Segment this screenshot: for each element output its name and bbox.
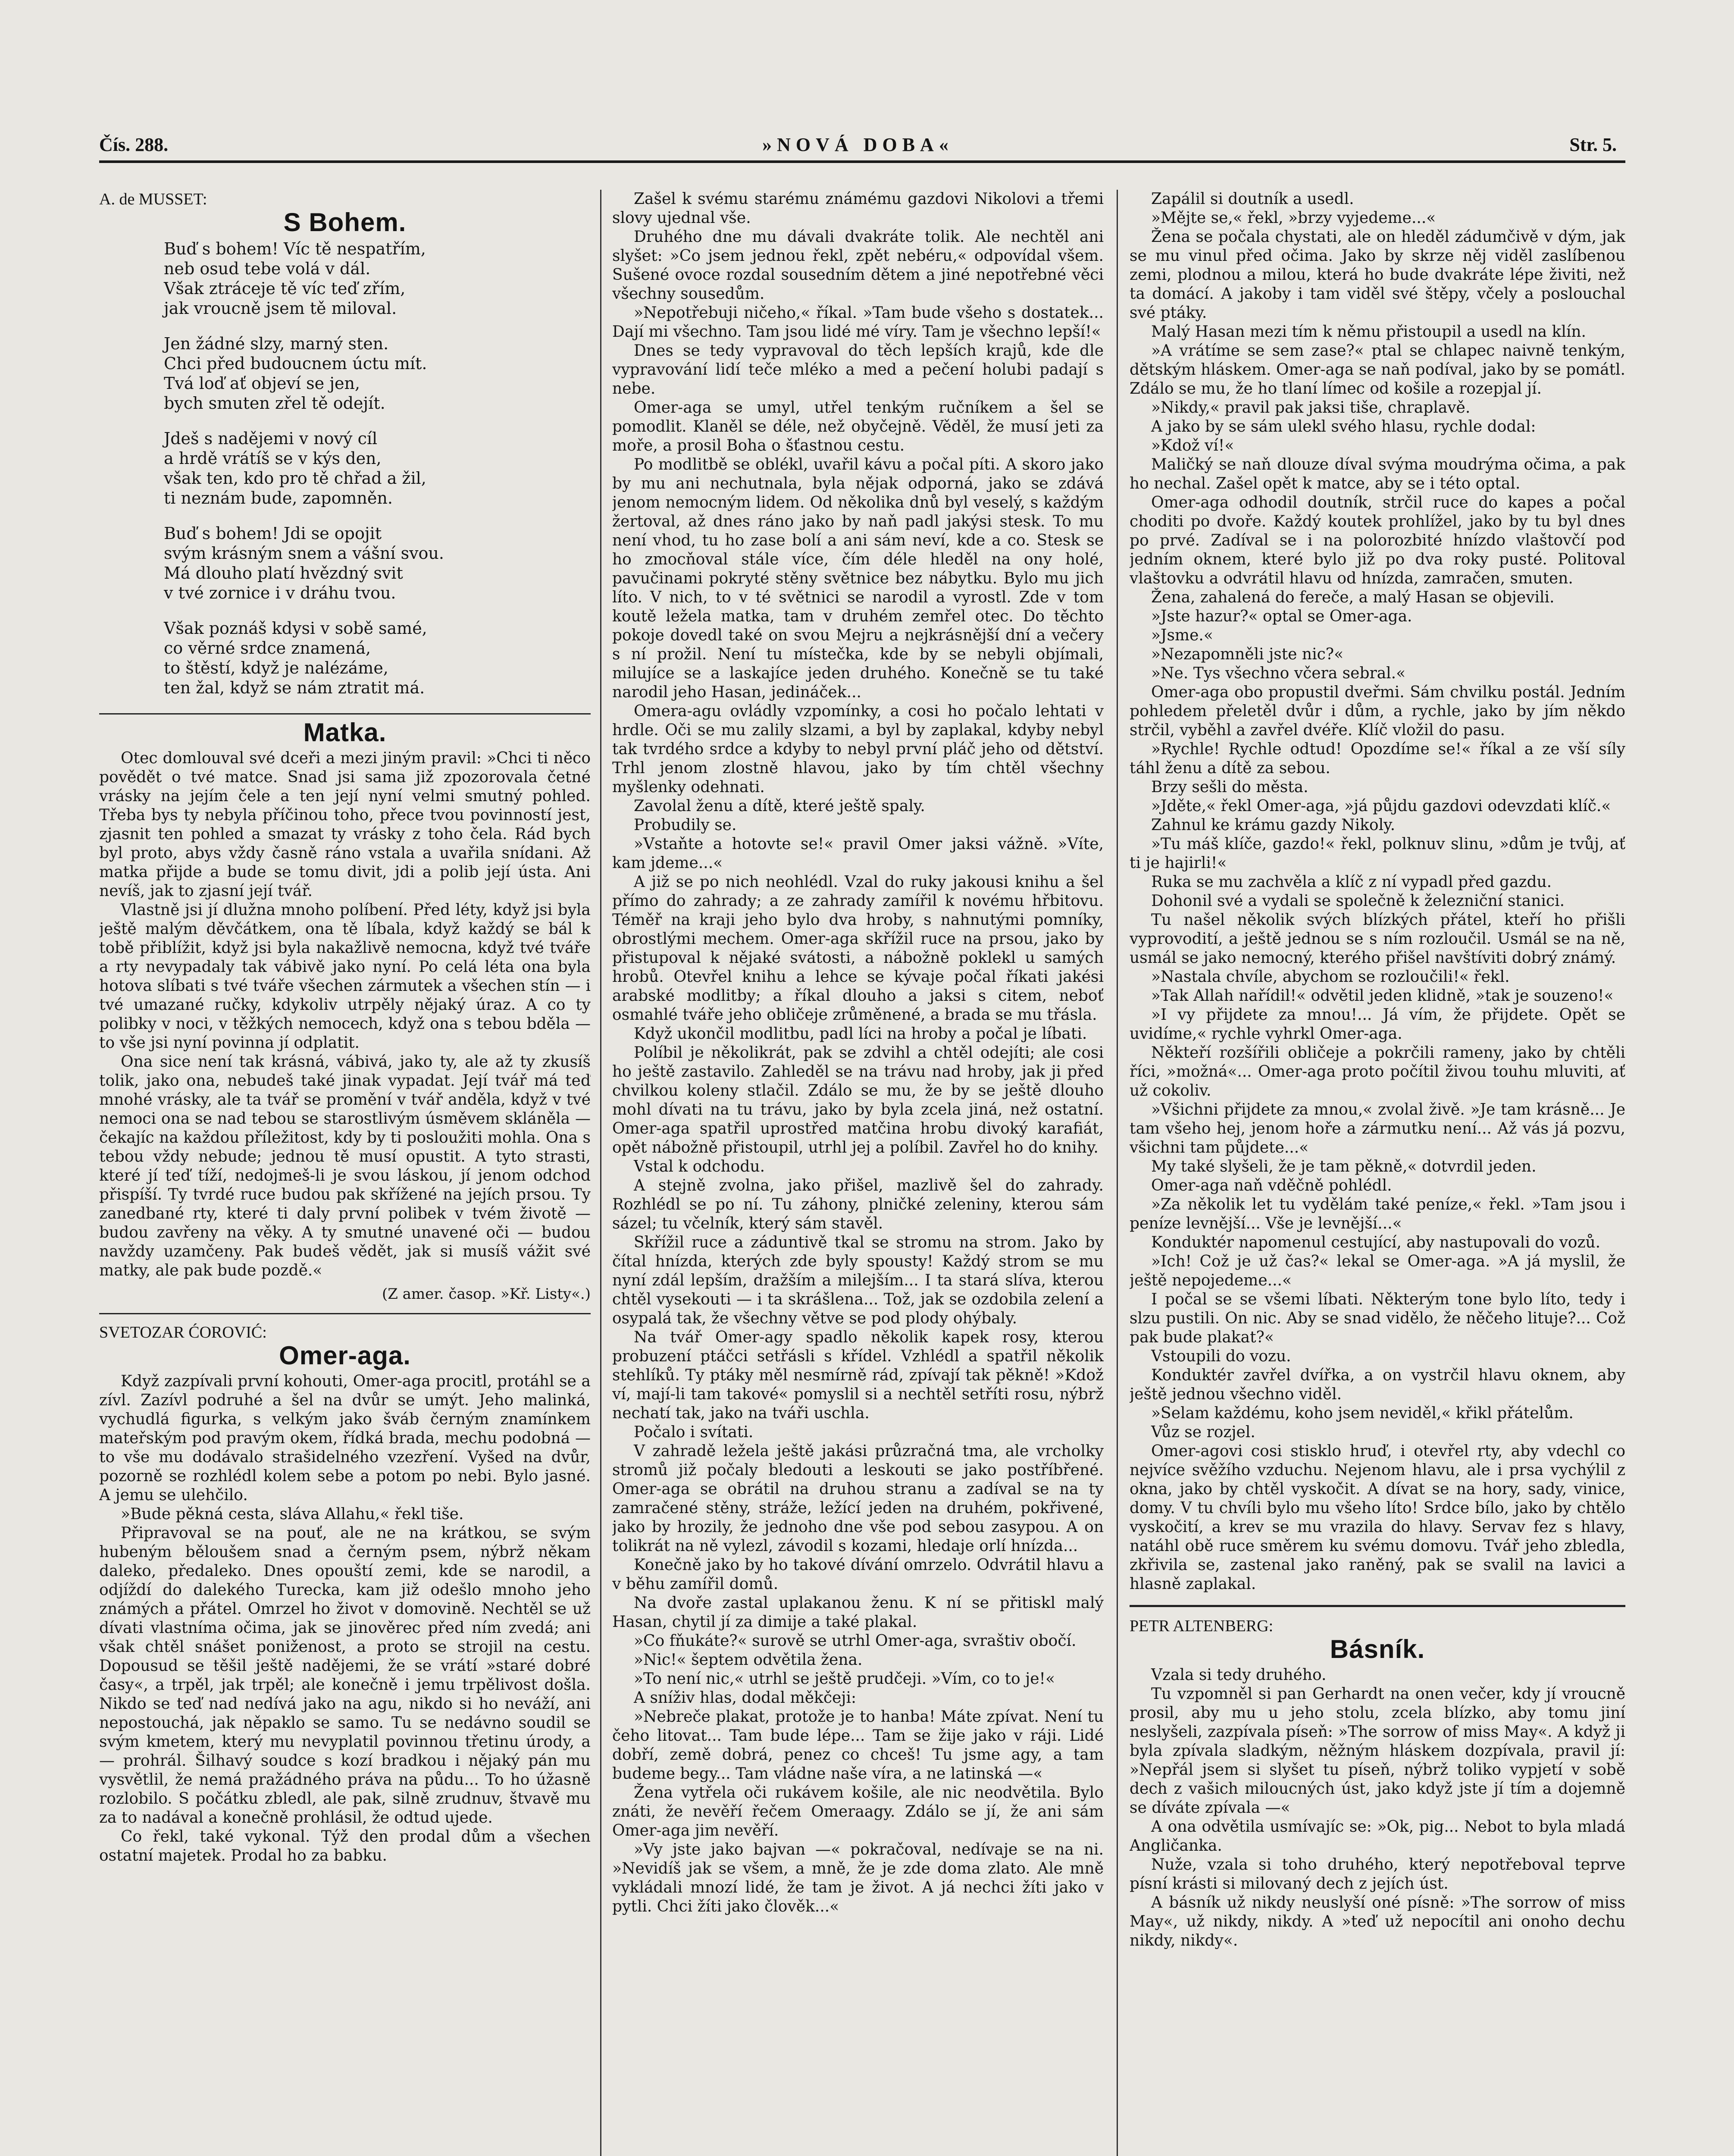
paragraph: »Jste hazur?« optal se Omer-aga. bbox=[1151, 608, 1412, 625]
paragraph: »Jděte,« řekl Omer-aga, »já půjdu gazdovi odevzdati klíč.« bbox=[1151, 797, 1611, 815]
paragraph: Připravoval se na pouť, ale ne na krátkou, se svým hubeným běloušem snad a černým psem, nýbrž někam daleko, předaleko. Dnes opouští zemi, kde se narodil, a odjíždí do dalekého Turecka, kam již odešlo mnoho jeho známých a přátel. Omrzel ho život v domovině. Nechtěl se už dívati vlastníma očima, jak se jinověrec před ním zvedá; ani však chtěl snášet poniženost, a proto se strojil na cestu. Dopousud se těšil ještě nadějemi, že se vrátí »staré dobré časy«, a trpěl, jak trpěl; ale konečně i jemu trpělivost došla. Nikdo se teď nad nedívá jako na agu, nikdo si ho neváží, ani nepostouchá, jak něpaklo se samo. Tu se nedávno soudil se svým kmetem, který mu nevyplatil povinnou třetinu úrody, a — prohrál. Šilhavý soudce s kozí bradkou i nějaký pán mu vysvětlil, že nemá pražádného práva na půdu... To ho úžasně rozlobilo. S počátku zbledl, ale pak, silně zrudnuv, štvavě mu za to nadával a konečně prohlásil, že odtud ujede. bbox=[99, 1524, 591, 1827]
paragraph: Když zazpívali první kohouti, Omer-aga procitl, protáhl se a zívl. Zazívl podruhé a šel na dvůr se umýt. Jeho malinká, vychudlá figurka, s velkým jako šváb černým znamínkem mateřským pod pravým okem, řídká brada, mechu podobná — to vše mu dodávalo strašidelného vzezření. Vyšed na dvůr, pozorně se rozhlédl kolem sebe a potom po nebi. Bylo jasné. A jemu se ulehčilo. bbox=[99, 1373, 591, 1504]
paragraph: Druhého dne mu dávali dvakráte tolik. Ale nechtěl ani slyšet: »Co jsem jednou řekl, zpět nebéru,« odpovídal všem. Sušené ovoce rozdal sousedním dětem a jiné nepotřebné věci všechny sousedům. bbox=[612, 228, 1104, 303]
poem-stanza bbox=[164, 618, 591, 698]
article-title-matka: Matka. bbox=[303, 718, 387, 747]
paragraph: I počal se se všemi líbati. Některým tone bylo líto, tedy i slzu pustili. On nic. Aby se snad vidělo, že něčeho lituje?... Což pak bude plakat?« bbox=[1130, 1291, 1625, 1346]
paragraph: Probudily se. bbox=[634, 816, 737, 834]
paragraph: »A vrátíme se sem zase?« ptal se chlapec naivně tenkým, dětským hláskem. Omer-aga se naň podíval, jako by se pomátl. Zdálo se mu, že ho tlaní límec od košile a rozepjal jí. bbox=[1130, 342, 1625, 398]
paragraph: Brzy sešli do města. bbox=[1151, 778, 1308, 796]
paragraph: »Nebreče plakat, protože je to hanba! Máte zpívat. Není tu čeho litovat... Tam bude lépe... Tam se žije jako v ráji. Lidé dobří, země dobrá, penez co chceš! Tu jsme agy, a tam budeme begy... Tam vládne naše víra, a ne latinská —« bbox=[612, 1708, 1104, 1783]
section-separator bbox=[1130, 1605, 1625, 1607]
paragraph: Malý Hasan mezi tím k němu přistoupil a usedl na klín. bbox=[1151, 323, 1587, 341]
paragraph: Omer-aga naň vděčně pohlédl. bbox=[1151, 1177, 1392, 1194]
story-body-part-2 bbox=[612, 190, 1104, 1916]
paragraph: Omer-agovi cosi stisklo hruď, i otevřel rty, aby vdechl co nejvíce svěžího vzduchu. Nejenom hlavu, ale i prsa vychýlil z okna, jako by chtěl vyskočit. A dívat se na hory, sady, vinice, domy. V tu chvíli bylo mu všeho líto! Srdce bílo, jako by chtělo vyskočití, a krev se mu vrazila do hlavy. Servav fez s hlavy, natáhl obě ruce směrem ku svému domovu. Tvář jeho zbledla, zkřivila se, zastenal jako raněný, pak se svalil na lavici a hlasně zaplakal. bbox=[1130, 1442, 1625, 1593]
poem-line: Buď s bohem! Víc tě nespatřím, bbox=[164, 239, 426, 258]
poem-line: ti neznám bude, zapomněn. bbox=[164, 489, 393, 508]
poem-line: a hrdě vrátíš se v kýs den, bbox=[164, 449, 382, 468]
paragraph: Omer-aga odhodil doutník, strčil ruce do kapes a počal choditi po dvoře. Každý koutek prohlížel, jako by tu byl dnes po prvé. Zadíval se i na polorozbité hnízdo vlaštovčí pod jedním oknem, které bylo již po dva roky pusté. Politoval vlaštovku a odvrátil hlavu od hnízda, zamračen, smuten. bbox=[1130, 494, 1625, 587]
paragraph: Když ukončil modlitbu, padl líci na hroby a počal je líbati. bbox=[634, 1025, 1087, 1043]
poem-stanza bbox=[164, 523, 591, 603]
article-body-matka bbox=[99, 749, 591, 1280]
paragraph: Zahnul ke krámu gazdy Nikoly. bbox=[1151, 816, 1396, 834]
paragraph: Nuže, vzala si toho druhého, který nepotřeboval teprve písní krásti si milovaný dech z jejích úst. bbox=[1130, 1856, 1625, 1893]
column-divider bbox=[1117, 190, 1118, 2156]
paragraph: Vlastně jsi jí dlužna mnoho políbení. Před léty, když jsi byla ještě malým děvčátkem, ona tě líbala, když každý se bál k tobě přiblížit, když jsi byla nakažlivě nemocna, když tvé tváře a rty nevypadaly tak vábivě jako nyní. Po celá léta ona byla hotova slíbati s tvé tváře všechen zármutek a všechen stín — i tvé umazané ručky, kdykoliv utrpěly nějaký úraz. A co ty polibky v noci, v těžkých nemocech, když ona s tebou bděla — to vše jsi nyní povinna jí odplatit. bbox=[99, 901, 591, 1052]
paragraph: »Nikdy,« pravil pak jaksi tiše, chraplavě. bbox=[1151, 399, 1471, 417]
paragraph: Na tvář Omer-agy spadlo několik kapek rosy, kterou probuzení ptáčci setřásli s křídel. Vzhlédl a spatřil několik stehlíků. Ty ptáky měl nesmírně rád, zpívají tak pěkně! »Kdož ví, mají-li tam takové« pomyslil si a nechtěl setříti rosu, nýbrž nechatí tak, jako na tváři uschla. bbox=[612, 1329, 1104, 1422]
poem-line: Tvá loď ať objeví se jen, bbox=[164, 374, 360, 393]
poem-line: Však ztráceje tě víc teď zřím, bbox=[164, 279, 406, 298]
story-author: SVETOZAR ĆOROVIĆ: bbox=[99, 1323, 267, 1341]
paragraph: Co řekl, také vykonal. Týž den prodal dům a všechen ostatní majetek. Prodal ho za babku. bbox=[99, 1828, 591, 1865]
paragraph: »Co fňukáte?« surově se utrhl Omer-aga, svraštiv obočí. bbox=[634, 1632, 1077, 1650]
poem-line: svým krásným snem a vášní svou. bbox=[164, 544, 444, 563]
poem-line: Jen žádné slzy, marný sten. bbox=[164, 334, 389, 353]
paragraph: »Jsme.« bbox=[1151, 627, 1213, 644]
paragraph: Omer-aga obo propustil dveřmi. Sám chvilku postál. Jedním pohledem přeletěl dvůr i dům, a rychle, jako by jím někdo strčil, vyběhl a zavřel dvéře. Klíč vložil do pasu. bbox=[1130, 683, 1625, 739]
poem-author: A. de MUSSET: bbox=[99, 190, 207, 208]
column-1 bbox=[99, 190, 591, 2156]
paragraph: Někteří rozšířili obličeje a pokrčili rameny, jako by chtěli říci, »možná«... Omer-aga proto počítil živou touhu mluviti, ať už cokoliv. bbox=[1130, 1044, 1625, 1100]
paragraph: Omera-agu ovládly vzpomínky, a cosi ho počalo lehtati v hrdle. Oči se mu zalily slzami, a byl by zaplakal, kdyby nebyl tak tvrdého srdce a kdyby to nebyl první pláč jeho od dětství. Trhl jenom zlostně hlavou, jako by tím chtěl všechny myšlenky odehnati. bbox=[612, 702, 1104, 796]
poem-stanza bbox=[164, 429, 591, 508]
paragraph: »Nezapomněli jste nic?« bbox=[1151, 646, 1344, 663]
poem-line: Buď s bohem! Jdi se opojit bbox=[164, 524, 382, 543]
column-2 bbox=[612, 190, 1104, 2156]
paragraph: »Rychle! Rychle odtud! Opozdíme se!« říkal a ze vší síly táhl ženu a dítě za sebou. bbox=[1130, 740, 1625, 777]
poem-body bbox=[99, 239, 591, 698]
paragraph: »Vstaňte a hotovte se!« pravil Omer jaksi vážně. »Víte, kam jdeme...« bbox=[612, 835, 1104, 872]
paragraph: A již se po nich neohlédl. Vzal do ruky jakousi knihu a šel přímo do zahrady; a ze zahrady zamířil k novému hřbitovu. Téměř na kraji jeho bylo dva hroby, s nahnutými pomníky, obrostlými mechem. Omer-aga skřížil ruce na prsou, jako by přistupoval k nějaké svátosti, a nábožně poklekl u samých hrobů. Otevřel knihu a lehce se kývaje počal říkati jakési arabské modlitby; a říkal dlouho a jaksi s citem, neboť osmahlé tváře jeho obličeje zrůměnené, a brada se mu třásla. bbox=[612, 873, 1104, 1024]
poem-stanza bbox=[164, 239, 591, 318]
paragraph: Zašel k svému starému známému gazdovi Nikolovi a třemi slovy ujednal vše. bbox=[612, 190, 1104, 227]
column-3 bbox=[1130, 190, 1625, 2156]
story-body-part-1 bbox=[99, 1372, 591, 1865]
paragraph: Počalo i svítati. bbox=[634, 1423, 754, 1441]
issue-number: Čís. 288. bbox=[99, 134, 169, 155]
poem-line: v tvé zornice i v dráhu tvou. bbox=[164, 583, 396, 602]
poem-line: Jdeš s nadějemi v nový cíl bbox=[164, 429, 378, 448]
paragraph: »Všichni přijdete za mnou,« zvolal živě. »Je tam krásně... Je tam všeho hej, jenom hoře a zármutku není... Až vás já pozvu, všichni tam půjdete...« bbox=[1130, 1101, 1625, 1156]
paragraph: »Nic!« šeptem odvětila žena. bbox=[634, 1651, 863, 1669]
story-title: Omer-aga. bbox=[279, 1341, 411, 1370]
poem-line: jak vroucně jsem tě miloval. bbox=[164, 299, 397, 318]
paragraph: »Vy jste jako bajvan —« pokračoval, nedívaje se na ni. »Nevidíš jak se všem, a mně, že je zde doma zlato. Ale mně vykládali mnozí lidé, že tam je život. A já nechci žíti jako v pytli. Chci žíti jako člověk...« bbox=[612, 1841, 1104, 1915]
poem-line: Chci před budoucnem úctu mít. bbox=[164, 354, 427, 373]
paragraph: Vzala si tedy druhého. bbox=[1151, 1666, 1327, 1684]
paragraph: Zavolal ženu a dítě, které ještě spaly. bbox=[634, 797, 925, 815]
poem-line: Však poznáš kdysi v sobě samé, bbox=[164, 619, 427, 638]
paragraph: A stejně zvolna, jako přišel, mazlivě šel do zahrady. Rozhlédl se po ní. Tu záhony, plničké zeleniny, kterou sám sázel; tu včelník, který sám stavěl. bbox=[612, 1177, 1104, 1232]
paragraph: Otec domlouval své dceři a mezi jiným pravil: »Chci ti něco povědět o tvé matce. Snad jsi sama již zpozorovala četné vrásky na jejím čele a ten její nyní velmi smutný pohled. Třeba bys ty nebyla příčinou toho, přece tvou povinností jest, zjasnit ten pohled a smazat ty vrásky z toho čela. Rád bych byl proto, abys vždy časně ráno vstala a uvařila snídani. Až matka přijde a bude se tomu divit, jdi a polib její ústa. Ani nevíš, jak to zjasní její tvář. bbox=[99, 749, 591, 900]
paragraph: A básník už nikdy neuslyší oné písně: »The sorrow of miss May«, už nikdy, nikdy. A »teď už nepocítil ani onoho dechu nikdy, nikdy«. bbox=[1130, 1894, 1625, 1949]
paragraph: Žena vytřela oči rukávem košile, ale nic neodvětila. Bylo znáti, že nevěří řečem Omeraagy. Zdálo se jí, že ani sám Omer-aga jim nevěří. bbox=[612, 1784, 1104, 1839]
paragraph: »Mějte se,« řekl, »brzy vyjedeme...« bbox=[1151, 209, 1436, 227]
paragraph: Vstoupili do vozu. bbox=[1151, 1348, 1291, 1365]
paragraph: Tu našel několik svých blízkých přátel, kteří ho přišli vyprovodití, a ještě jednou se s ním rozloučil. Usmál se na ně, usmál se jako nemocný, kterého přišel navštíviti dobrý známý. bbox=[1130, 911, 1625, 967]
masthead bbox=[99, 129, 1617, 164]
poem-line: ten žal, když se nám ztratit má. bbox=[164, 678, 425, 697]
paragraph: Žena se počala chystati, ale on hleděl zádumčivě v dým, jak se mu vinul před očima. Jako by skrze něj viděl zaslíbenou zemi, plodnou a milou, která ho bude dvakráte lépe živiti, než ta domácí. A jakoby i tam viděl své štěpy, včely a poslouchal své ptáky. bbox=[1130, 228, 1625, 322]
paragraph: Žena, zahalená do fereče, a malý Hasan se objevili. bbox=[1151, 589, 1555, 606]
paragraph: Tu vzpomněl si pan Gerhardt na onen večer, kdy jí vroucně prosil, aby mu u jeho stolu, zcela blízko, aby tomu jiní neslyšeli, zazpívala píseň: »The sorrow of miss May«. A když ji byla zpívala sladkým, něžným hláskem dozpívala, pravil jí: »Nepřál jsem si slyšet tu píseň, nýbrž toliko vypjetí v sobě dech z vašich miloucných úst, jako když jste jí tím a dojemně se díváte zpívala —« bbox=[1130, 1685, 1625, 1817]
section-separator bbox=[99, 713, 591, 714]
paragraph: Dnes se tedy vypravoval do těch lepších krajů, kde dle vypravování lidí teče mléko a med a pečení holubi padají s nebe. bbox=[612, 342, 1104, 398]
paragraph: »Za několik let tu vydělám také peníze,« řekl. »Tam jsou i peníze levnější... Vše je levnější...« bbox=[1130, 1196, 1625, 1232]
paragraph: Políbil je několikrát, pak se zdvihl a chtěl odejíti; ale cosi ho ještě zastavilo. Zahleděl se na trávu nad hroby, jak ji před chvilkou koleny stlačil. Zdálo se mu, že by se ještě dlouho mohl dívati na tu trávu, jako by byla zcela jiná, než ostatní. Omer-aga spatřil uprostřed matčina hrobu divoký karafiát, opět nábožně přistoupil, utrhl jej a políbil. Zavřel ho do knihy. bbox=[612, 1044, 1104, 1156]
paragraph: Vůz se rozjel. bbox=[1151, 1423, 1255, 1441]
poem-line: bych smuten zřel tě odejít. bbox=[164, 394, 385, 413]
paragraph: Maličký se naň dlouze díval svýma moudrýma očima, a pak ho nechal. Zašel opět k matce, aby se i této optal. bbox=[1130, 456, 1625, 492]
paragraph: Vstal k odchodu. bbox=[634, 1158, 765, 1175]
paragraph: Konduktér zavřel dvířka, a on vystrčil hlavu oknem, aby ještě jednou všechno viděl. bbox=[1130, 1366, 1625, 1403]
paragraph: Ruka se mu zachvěla a klíč z ní vypadl před gazdu. bbox=[1151, 873, 1552, 891]
paragraph: »Ich! Což je už čas?« lekal se Omer-aga. »A já myslil, že ještě nepojedeme...« bbox=[1130, 1253, 1625, 1289]
story-body-part-3 bbox=[1130, 190, 1625, 1594]
paragraph: Omer-aga se umyl, utřel tenkým ručníkem a šel se pomodlit. Klaněl se déle, než obyčejně. Věděl, že musí jeti za moře, a prosil Boha o šťastnou cestu. bbox=[612, 399, 1104, 454]
paragraph: »Tak Allah nařídil!« odvětil jeden klidně, »tak je souzeno!« bbox=[1151, 987, 1614, 1005]
paragraph: »I vy přijdete za mnou!... Já vím, že přijdete. Opět se uvidíme,« rychle vyhrkl Omer-aga. bbox=[1130, 1006, 1625, 1043]
article-source: (Z amer. časop. »Kř. Listy«.) bbox=[382, 1285, 591, 1303]
paragraph: Na dvoře zastal uplakanou ženu. K ní se přitiskl malý Hasan, chytil jí za dimije a také plakal. bbox=[612, 1594, 1104, 1631]
poem-line: však ten, kdo pro tě chřad a žil, bbox=[164, 469, 426, 488]
paragraph: A ona odvětila usmívajíc se: »Ok, pig... Nebot to byla mladá Angličanka. bbox=[1130, 1818, 1625, 1855]
poem-line: co věrné srdce znamená, bbox=[164, 639, 371, 658]
poem-title: S Bohem. bbox=[283, 208, 407, 237]
paragraph: A sníživ hlas, dodal měkčeji: bbox=[634, 1689, 857, 1707]
paragraph: »Nastala chvíle, abychom se rozloučili!« řekl. bbox=[1151, 968, 1510, 986]
paragraph: »To není nic,« utrhl se ještě prudčeji. »Vím, co to je!« bbox=[634, 1670, 1055, 1688]
paper-title: »NOVÁ DOBA« bbox=[762, 134, 954, 155]
header-rule bbox=[99, 160, 1625, 163]
paragraph: »Bude pěkná cesta, sláva Allahu,« řekl tiše. bbox=[121, 1505, 464, 1523]
paragraph: My také slyšeli, že je tam pěkně,« dotvrdil jeden. bbox=[1151, 1158, 1537, 1175]
poem-line: to štěstí, když je nalézáme, bbox=[164, 658, 388, 677]
paragraph: »Ne. Tys všechno včera sebral.« bbox=[1151, 664, 1406, 682]
paragraph: Konečně jako by ho takové dívání omrzelo. Odvrátil hlavu a v běhu zamířil domů. bbox=[612, 1556, 1104, 1593]
paragraph: Po modlitbě se oblékl, uvařil kávu a počal píti. A skoro jako by mu ani nechutnala, byla nějak odporná, jako se zdává jenom nemocným lidem. Od několika dnů byl veselý, s každým žertoval, až dnes ráno jako by naň padl jakýsi stesk. To mu není vhod, tu ho zase bolí a ani sám neví, kde a co. Stesk se ho zmocňoval stále více, čím déle hleděl na ony holé, pavučinami pokryté stěny světnice bez nábytku. Bylo mu jich líto. V nich, to v té světnici se narodil a vyrostl. Zde v tom koutě ležela matka, tam v druhém zemřel otec. Do těchto pokoje dovedl také on svou Mejru a nejkrásnější dní a večery s ní prožil. Není tu místečka, kde by se nebyli objímali, milujíce se a laskajíce jeden druhého. Konečně se tu také narodil jeho Hasan, jedináček... bbox=[612, 456, 1104, 701]
paragraph: »Selam každému, koho jsem neviděl,« křikl přátelům. bbox=[1151, 1404, 1574, 1422]
paragraph: A jako by se sám ulekl svého hlasu, rychle dodal: bbox=[1151, 418, 1536, 436]
paragraph: Dohonil své a vydali se společně k železniční stanici. bbox=[1151, 892, 1565, 910]
basnik-title: Básník. bbox=[1330, 1635, 1425, 1664]
poem-line: neb osud tebe volá v dál. bbox=[164, 259, 371, 278]
basnik-author: PETR ALTENBERG: bbox=[1130, 1617, 1274, 1635]
paragraph: »Nepotřebuji ničeho,« říkal. »Tam bude všeho s dostatek... Dají mi všechno. Tam jsou lidé mé víry. Tam je všechno lepší!« bbox=[612, 304, 1104, 341]
poem-line: Má dlouho platí hvězdný svit bbox=[164, 564, 403, 583]
basnik-body bbox=[1130, 1666, 1625, 1950]
page-number: Str. 5. bbox=[1569, 134, 1617, 155]
paragraph: »Kdož ví!« bbox=[1151, 437, 1234, 454]
section-separator bbox=[99, 1313, 591, 1314]
paragraph: Zapálil si doutník a usedl. bbox=[1151, 190, 1354, 208]
paragraph: »Tu máš klíče, gazdo!« řekl, polknuv slinu, »dům je tvůj, ať ti je hajirli!« bbox=[1130, 835, 1625, 872]
paragraph: V zahradě ležela ještě jakási průzračná tma, ale vrcholky stromů již počaly bledouti a leskouti se jako postříbřené. Omer-aga se obrátil na druhou stranu a zadíval se na ty zamračené stěny, stráže, ležící jeden na druhém, pokřivené, jako by hrozily, že jednoho dne vše pod sebou zasypou. A on tolikrát na ně vylezl, závodil s kozami, hledaje orlí hnízda... bbox=[612, 1442, 1104, 1555]
paragraph: Skřížil ruce a záduntivě tkal se stromu na strom. Jako by čítal hnízda, kterých zde byly spousty! Každý strom se mu nyní zdál lepším, dražším a milejším... I ta stará slíva, kterou chtěl vysekouti — i ta skrášlena... Tož, jak se ozdobila zelení a osypalá tak, že všechny větve se pod plody ohýbaly. bbox=[612, 1234, 1104, 1327]
paragraph: Ona sice není tak krásná, vábivá, jako ty, ale až ty zkusíš tolik, jako ona, nebudeš také jinak vypadat. Její tvář má teď mnohé vrásky, ale ta tvář se promění v tvář anděla, když v tvé nemoci ona se nad tebou se starostlivým úsměvem skláněla — čekajíc na každou příležitost, kdy by ti posloužiti mohla. Ona s tebou vždy nebude; jednou tě musí opustit. A tyto strasti, které jí teď tíží, nedojmeš-li je svou láskou, jí jenom odchod přispíší. Ty tvrdé ruce budou pak skřížené na jejích prsou. Ty zanedbané rty, které ti daly první polibek v tvém životě — budou zavřeny na věky. A ty smutné unavené oči — budou navždy uzamčeny. Pak budeš vědět, jak si musíš vážit své matky, ale pak bude pozdě.« bbox=[99, 1053, 591, 1279]
paragraph: Konduktér napomenul cestující, aby nastupovali do vozů. bbox=[1151, 1234, 1601, 1251]
poem-stanza bbox=[164, 334, 591, 413]
column-divider bbox=[600, 190, 601, 2156]
